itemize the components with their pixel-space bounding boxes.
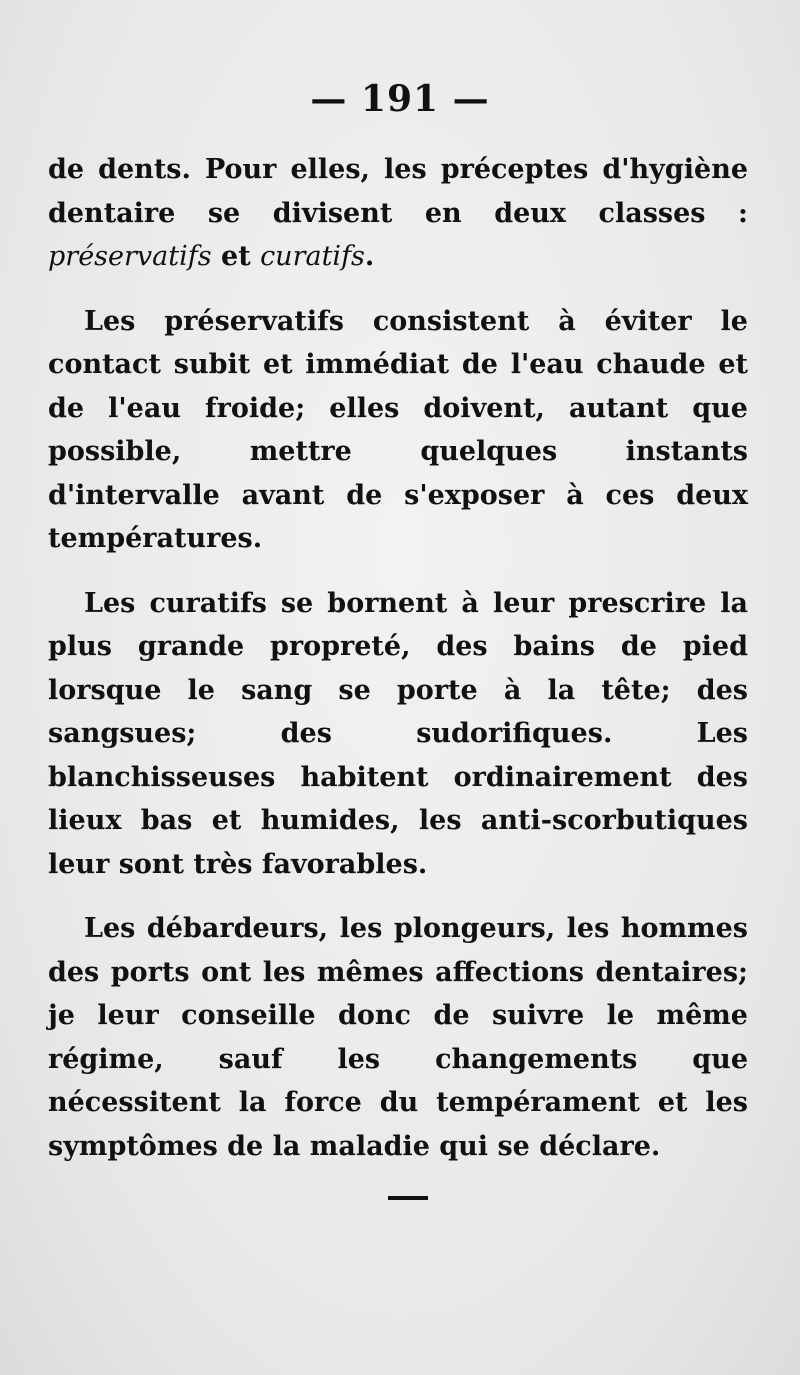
paragraph-1-text-before: de dents. Pour elles, les préceptes d'hygiène dentaire se divisent en deux classes : xyxy=(48,154,748,229)
page-number: — 191 — xyxy=(310,78,490,120)
paragraph-1-text-after: . xyxy=(364,241,375,272)
paragraph-1-italic-curatifs: curatifs xyxy=(260,241,365,272)
paragraph-1-text-middle: et xyxy=(211,241,261,272)
paragraph-3: Les curatifs se bornent à leur prescrire la plus grande propreté, des bains de pied lorsque le sang se porte à la tête; des sangsues; des sudorifiques. Les blanchisseuses habitent ordinairement des lieux bas et humides, les anti-scorbutiques leur sont très favorables. xyxy=(48,587,748,880)
body-text xyxy=(48,148,748,1189)
closing-rule xyxy=(388,1196,428,1200)
paragraph-4: Les débardeurs, les plongeurs, les hommes des ports ont les mêmes affections dentaires; je leur conseille donc de suivre le même régime, sauf les changements que nécessitent la force du tempérament et les symptômes de la maladie qui se déclare. xyxy=(48,913,748,1162)
paragraph-2: Les préservatifs consistent à éviter le contact subit et immédiat de l'eau chaude et de l'eau froide; elles doivent, autant que possible, mettre quelques instants d'intervalle avant de s'exposer à ces deux températures. xyxy=(48,305,748,554)
paragraph-1-italic-preservatifs: préservatifs xyxy=(48,241,212,272)
paragraph-1 xyxy=(48,148,748,279)
